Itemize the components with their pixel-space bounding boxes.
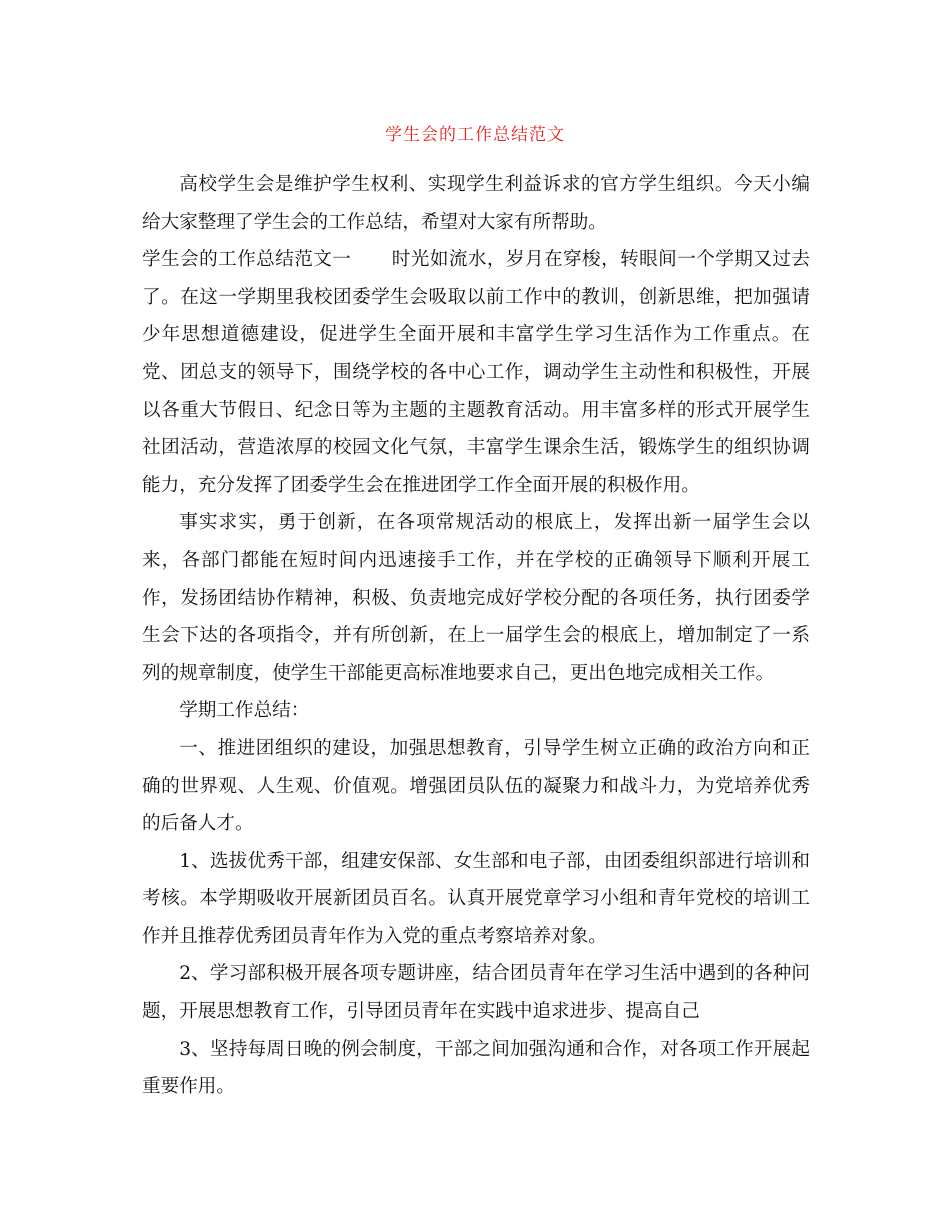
paragraph-item-1: 1、选拔优秀干部，组建安保部、女生部和电子部，由团委组织部进行培训和考核。本学期吸收开展新团员百名。认真开展党章学习小组和青年党校的培训工作并且推荐优秀团员青年作为入党的重点考察培养对象。: [142, 850, 810, 947]
paragraph-summary-heading: 学期工作总结：: [179, 700, 310, 722]
paragraph-item-2: 2、学习部积极开展各项专题讲座，结合团员青年在学习生活中遇到的各种问题，开展思想教育工作，引导团员青年在实践中追求进步、提高自己: [142, 963, 810, 1023]
section-paragraph: [142, 241, 810, 504]
paragraph-item-3: 3、坚持每周日晚的例会制度，干部之间加强沟通和合作，对各项工作开展起重要作用。: [142, 1038, 810, 1098]
section-text: 时光如流水，岁月在穿梭，转眼间一个学期又过去了。在这一学期里我校团委学生会吸取以前工作中的教训，创新思维，把加强请少年思想道德建设，促进学生全面开展和丰富学生学习生活作为工作重点。在党、团总支的领导下，围绕学校的各中心工作，调动学生主动性和积极性，开展以各重大节假日、纪念日等为主题的主题教育活动。用丰富多样的形式开展学生社团活动，营造浓厚的校园文化气氛，丰富学生课余生活，锻炼学生的组织协调能力，充分发挥了团委学生会在推进团学工作全面开展的积极作用。: [142, 249, 810, 496]
intro-paragraph: 高校学生会是维护学生权利、实现学生利益诉求的官方学生组织。今天小编给大家整理了学生会的工作总结，希望对大家有所帮助。: [142, 174, 810, 233]
document-body: [142, 166, 810, 1106]
paragraph-innovation: 事实求实，勇于创新，在各项常规活动的根底上，发挥出新一届学生会以来，各部门都能在短时间内迅速接手工作，并在学校的正确领导下顺利开展工作，发扬团结协作精神，积极、负责地完成好学校分配的各项任务，执行团委学生会下达的各项指令，并有所创新，在上一届学生会的根底上，增加制定了一系列的规章制度，使学生干部能更高标准地要求自己，更出色地完成相关工作。: [142, 512, 810, 684]
document-title: 学生会的工作总结范文: [385, 125, 565, 145]
section-label: 学生会的工作总结范文一: [142, 249, 352, 271]
paragraph-item-one: 一、推进团组织的建设，加强思想教育，引导学生树立正确的政治方向和正确的世界观、人生观、价值观。增强团员队伍的凝聚力和战斗力，为党培养优秀的后备人才。: [142, 737, 810, 835]
